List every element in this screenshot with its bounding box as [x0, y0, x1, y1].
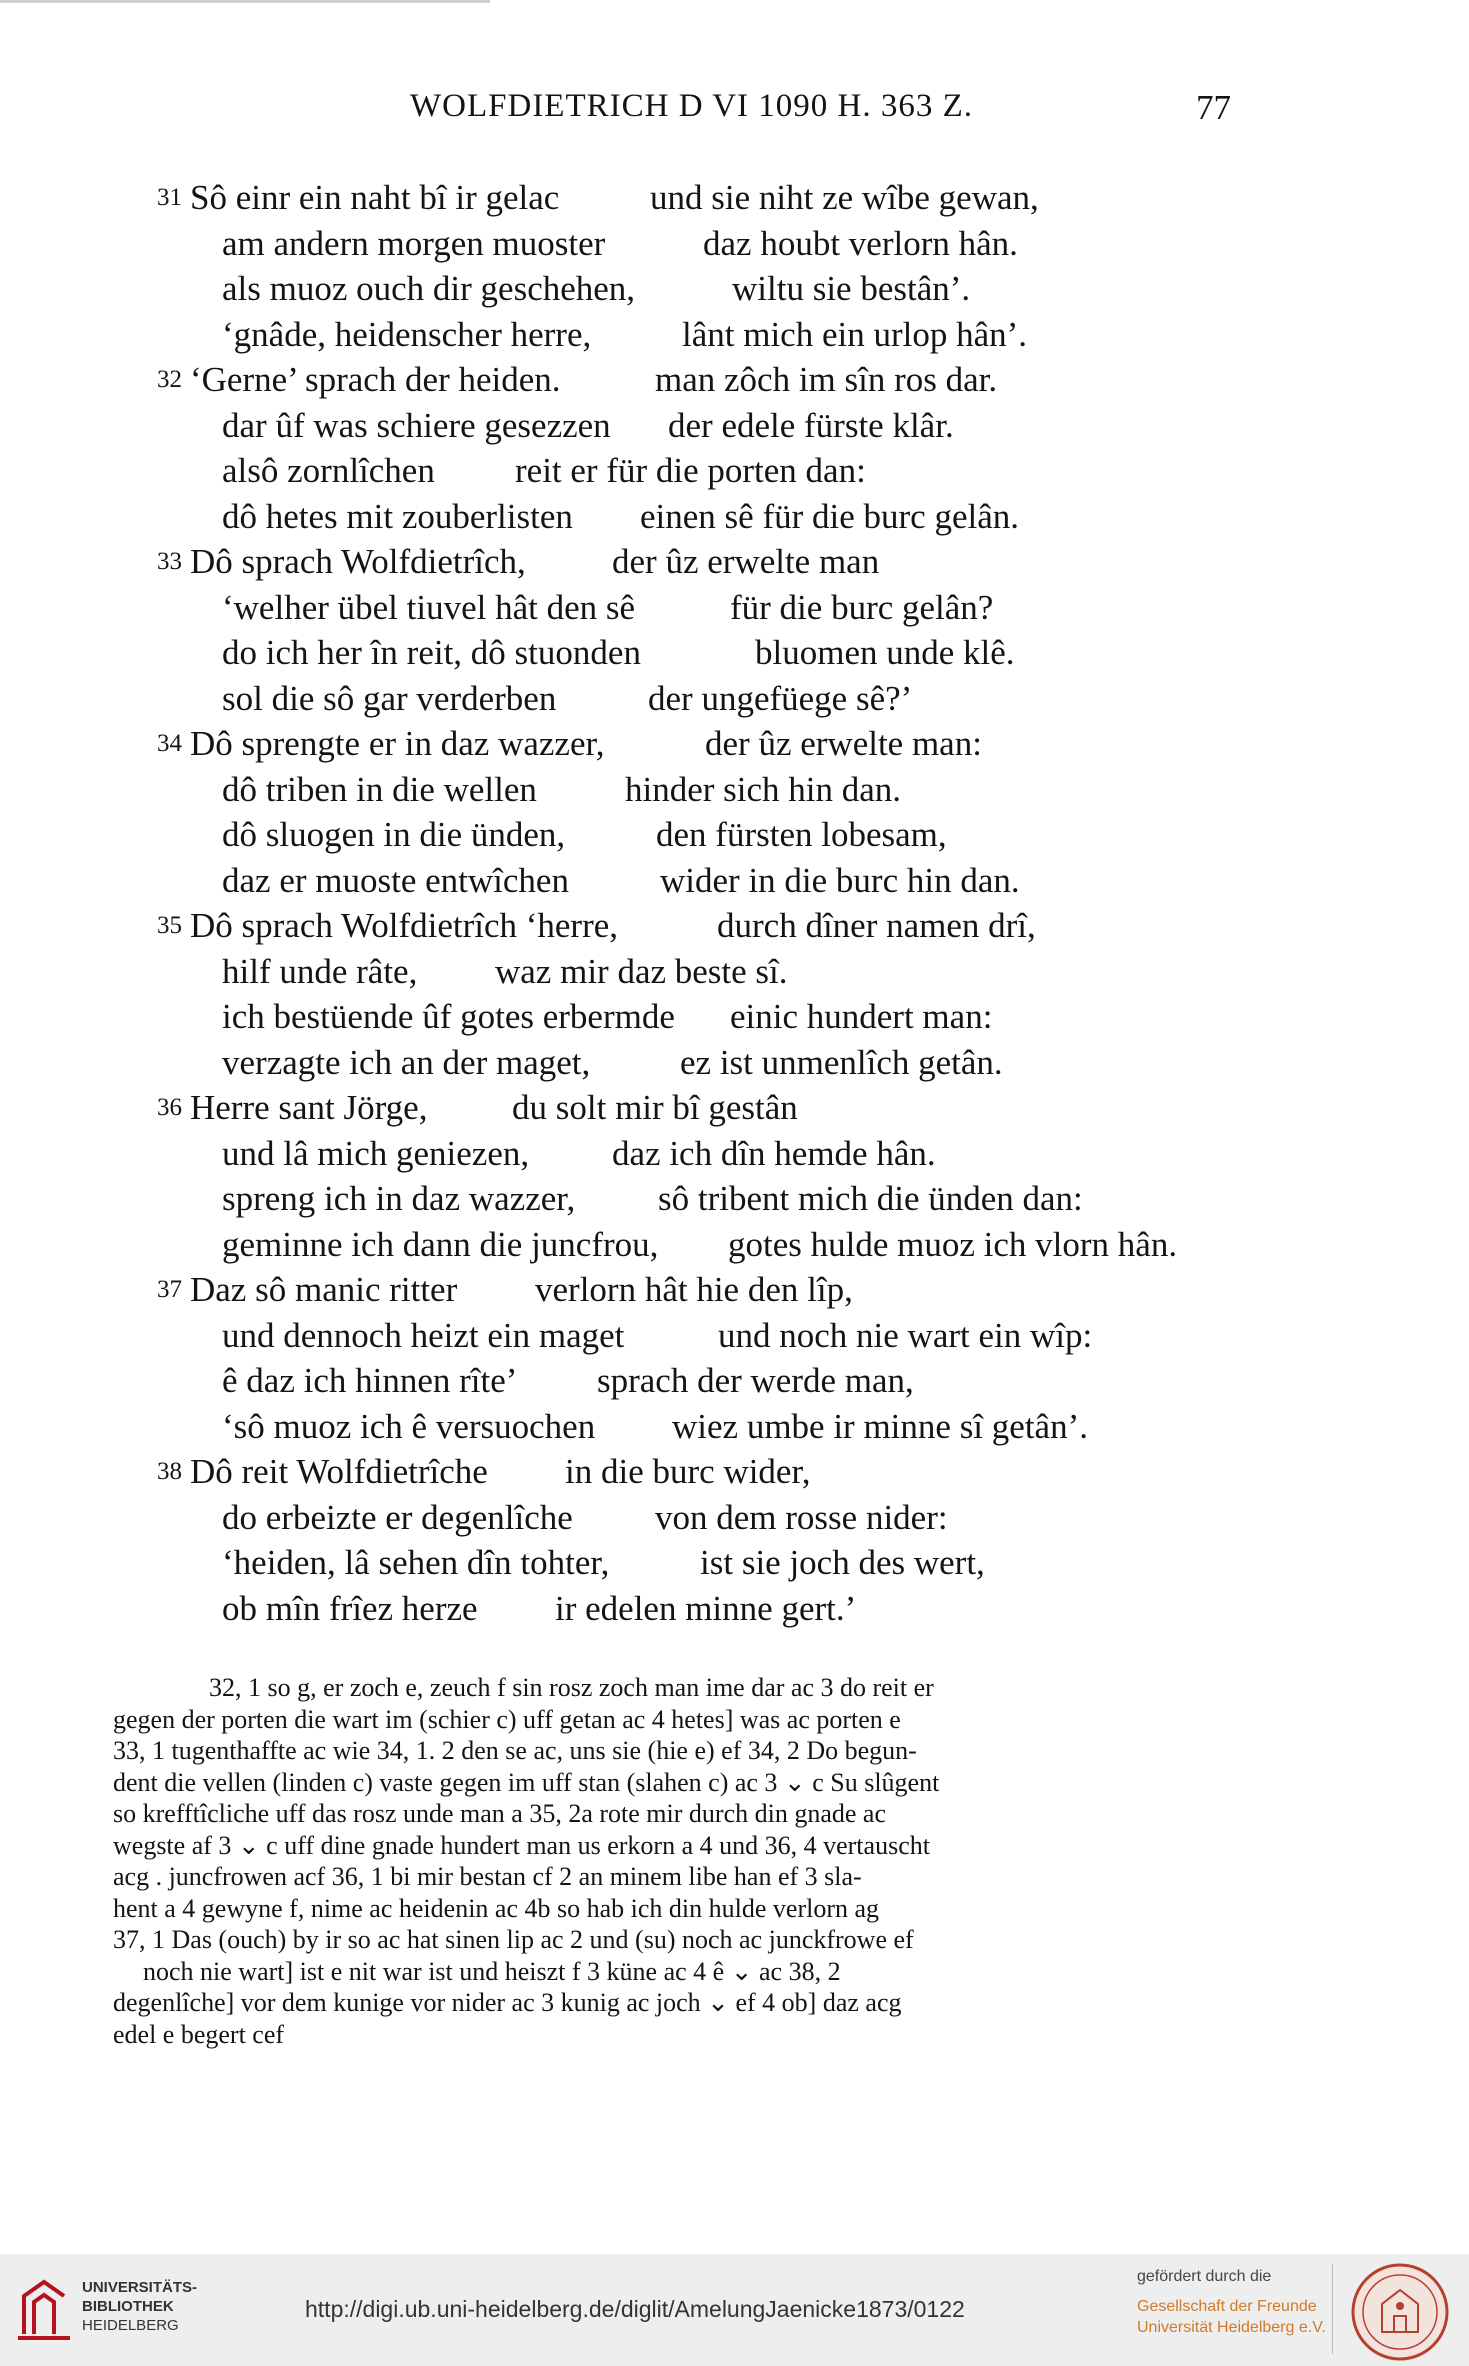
verse-line — [0, 266, 1469, 312]
verse-first-half: ob mîn frîez herze — [222, 1588, 478, 1628]
verse-second-half: hinder sich hin dan. — [625, 769, 902, 809]
verse-first-half: ‘welher übel tiuvel hât den sê — [222, 587, 636, 627]
verse-line — [0, 1404, 1469, 1450]
sponsor-name-line: Universität Heidelberg e.V. — [1137, 2319, 1326, 2336]
apparatus-line: wegste af 3 ⌄ c uff dine gnade hundert man us erkorn a 4 und 36, 4 vertauscht — [113, 1830, 930, 1860]
verse-second-half: von dem rosse nider: — [655, 1497, 948, 1537]
verse-second-half: sprach der werde man, — [597, 1361, 914, 1400]
verse-second-half: der ûz erwelte man: — [705, 724, 982, 763]
verse-second-half: wider in die burc hin dan. — [660, 860, 1020, 900]
verse-first-half: dar ûf was schiere gesezzen — [222, 405, 611, 445]
verse-line — [0, 448, 1469, 494]
sponsor-label: gefördert durch die — [1137, 2268, 1272, 2285]
verse-first-half: ‘sô muoz ich ê versuochen — [222, 1406, 596, 1446]
verse-second-half: in die burc wider, — [565, 1452, 811, 1491]
verse-first-half: sol die sô gar verderben — [222, 678, 557, 718]
apparatus-line: acg . juncfrowen acf 36, 1 bi mir bestan cf 2 an minem libe han ef 3 sla- — [113, 1862, 862, 1891]
running-title: WOLFDIETRICH D VI 1090 H. 363 Z. — [410, 88, 974, 124]
verse-first-half: Dô sprach Wolfdietrîch ‘herre, — [190, 906, 619, 945]
apparatus-line: so krefftîcliche uff das rosz unde man a 35, 2a rote mir durch din gnade ac — [113, 1799, 886, 1828]
apparatus-line: 37, 1 Das (ouch) by ir so ac hat sinen lip ac 2 und (su) noch ac junckfrowe ef — [113, 1925, 914, 1954]
critical-apparatus — [113, 1672, 1223, 2050]
verse-second-half: der ungefüege sê?’ — [648, 678, 913, 718]
verse-first-half: Daz sô manic ritter — [190, 1270, 458, 1309]
library-name-line: HEIDELBERG — [82, 2317, 179, 2334]
verse-line — [0, 721, 1469, 767]
verse-line — [0, 1540, 1469, 1586]
verse-first-half: ‘Gerne’ sprach der heiden. — [190, 360, 561, 399]
apparatus-line: dent die vellen (linden c) vaste gegen im uff stan (slahen c) ac 3 ⌄ c Su slûgent — [113, 1767, 940, 1797]
verse-second-half: ist sie joch des wert, — [700, 1543, 985, 1582]
verse-second-half: und sie niht ze wîbe gewan, — [650, 178, 1039, 217]
verse-first-half: als muoz ouch dir geschehen, — [222, 269, 636, 308]
verse-second-half: man zôch im sîn ros dar. — [655, 360, 998, 399]
verse-line — [0, 1586, 1469, 1632]
sponsor-name-line: Gesellschaft der Freunde — [1137, 2298, 1317, 2315]
verse-line — [0, 1085, 1469, 1131]
verse-first-half: verzagte ich an der maget, — [222, 1042, 591, 1082]
verse-second-half: wiltu sie bestân’. — [732, 269, 971, 308]
verse-line — [0, 312, 1469, 358]
verse-first-half: ê daz ich hinnen rîte’ — [222, 1361, 518, 1400]
apparatus-line: 33, 1 tugenthaffte ac wie 34, 1. 2 den se ac, uns sie (hie e) ef 34, 2 Do begun- — [113, 1736, 917, 1765]
verse-first-half: dô sluogen in die ünden, — [222, 815, 566, 854]
verse-second-half: ir edelen minne gert.’ — [555, 1588, 857, 1628]
verse-second-half: durch dîner namen drî, — [717, 906, 1036, 945]
apparatus-line: 32, 1 so g, er zoch e, zeuch f sin rosz zoch man ime dar ac 3 do reit er — [209, 1673, 934, 1702]
verse-line — [0, 1267, 1469, 1313]
library-logo-icon — [14, 2274, 74, 2344]
verse-first-half: Herre sant Jörge, — [190, 1088, 428, 1127]
stanza-number: 32 — [157, 366, 182, 393]
stanza-number: 38 — [157, 1458, 182, 1485]
stanza-number: 34 — [157, 730, 182, 757]
verse-line — [0, 1495, 1469, 1541]
stanza-number: 37 — [157, 1276, 182, 1303]
verse-first-half: daz er muoste entwîchen — [222, 860, 569, 900]
verse-first-half: Dô sprach Wolfdietrîch, — [190, 542, 526, 581]
verse-first-half: do erbeizte er degenlîche — [222, 1497, 573, 1537]
verse-line — [0, 1222, 1469, 1268]
apparatus-line: degenlîche] vor dem kunige vor nider ac 3 kunig ac joch ⌄ ef 4 ob] daz acg — [113, 1988, 902, 2017]
verse-second-half: waz mir daz beste sî. — [495, 951, 788, 991]
library-name — [82, 2278, 197, 2335]
verse-first-half: ich bestüende ûf gotes erbermde — [222, 997, 675, 1036]
verse-second-half: wiez umbe ir minne sî getân’. — [672, 1406, 1088, 1446]
verse-second-half: reit er für die porten dan: — [515, 451, 866, 490]
verse-first-half: Sô einr ein naht bî ir gelac — [190, 178, 560, 217]
verse-second-half: für die burc gelân? — [730, 587, 994, 627]
verse-first-half: geminne ich dann die juncfrou, — [222, 1224, 659, 1264]
verse-second-half: einen sê für die burc gelân. — [640, 496, 1020, 536]
verse-line — [0, 903, 1469, 949]
verse-first-half: dô hetes mit zouberlisten — [222, 496, 573, 536]
verse-line — [0, 539, 1469, 585]
verse-first-half: hilf unde râte, — [222, 951, 418, 991]
verse-line — [0, 767, 1469, 813]
stanza-number: 35 — [157, 912, 182, 939]
verse-first-half: ‘gnâde, heidenscher herre, — [222, 314, 592, 354]
verse-second-half: daz ich dîn hemde hân. — [612, 1133, 936, 1173]
verse-line — [0, 1176, 1469, 1222]
library-name-line: UNIVERSITÄTS- — [82, 2279, 198, 2296]
verse-line — [0, 676, 1469, 722]
footer-bar — [0, 2254, 1469, 2366]
verse-first-half: ‘heiden, lâ sehen dîn tohter, — [222, 1543, 610, 1582]
stanza-number: 36 — [157, 1094, 182, 1121]
apparatus-line: edel e begert cef — [113, 2019, 285, 2049]
sponsor-divider — [1332, 2264, 1333, 2354]
verse-line — [0, 585, 1469, 631]
verse-line — [0, 812, 1469, 858]
verse-second-half: gotes hulde muoz ich vlorn hân. — [728, 1224, 1178, 1264]
verse-second-half: verlorn hât hie den lîp, — [535, 1270, 853, 1309]
verse-line — [0, 403, 1469, 449]
verse-second-half: und noch nie wart ein wîp: — [718, 1315, 1093, 1355]
verse-line — [0, 175, 1469, 221]
verse-second-half: den fürsten lobesam, — [656, 815, 947, 854]
verse-first-half: und lâ mich geniezen, — [222, 1133, 530, 1173]
verse-line — [0, 858, 1469, 904]
verse-second-half: einic hundert man: — [730, 997, 993, 1036]
seal-icon — [1350, 2262, 1450, 2362]
verse-second-half: sô tribent mich die ünden dan: — [658, 1179, 1083, 1218]
verse-first-half: alsô zornlîchen — [222, 451, 435, 490]
verse-first-half: do ich her în reit, dô stuonden — [222, 633, 641, 672]
page-header — [0, 88, 1469, 128]
verse-line — [0, 1449, 1469, 1495]
apparatus-line: gegen der porten die wart im (schier c) uff getan ac 4 hetes] was ac porten e — [113, 1704, 901, 1734]
stanza-number: 31 — [157, 184, 182, 211]
verse-second-half: der edele fürste klâr. — [668, 405, 954, 445]
top-rule — [0, 0, 490, 3]
verse-second-half: der ûz erwelte man — [612, 542, 880, 581]
verse-first-half: am andern morgen muoster — [222, 223, 606, 263]
verse-second-half: du solt mir bî gestân — [512, 1088, 798, 1127]
verse-first-half: dô triben in die wellen — [222, 769, 537, 809]
verse-text — [0, 175, 1469, 1631]
verse-second-half: daz houbt verlorn hân. — [703, 223, 1018, 263]
verse-second-half: lânt mich ein urlop hân’. — [682, 314, 1028, 354]
verse-first-half: spreng ich in daz wazzer, — [222, 1179, 576, 1218]
verse-first-half: Dô sprengte er in daz wazzer, — [190, 724, 605, 763]
stanza-number: 33 — [157, 548, 182, 575]
verse-line — [0, 1313, 1469, 1359]
verse-line — [0, 221, 1469, 267]
apparatus-line: hent a 4 gewyne f, nime ac heidenin ac 4b so hab ich din hulde verlorn ag — [113, 1893, 880, 1923]
verse-line — [0, 1358, 1469, 1404]
verse-line — [0, 994, 1469, 1040]
verse-second-half: bluomen unde klê. — [755, 633, 1015, 672]
verse-line — [0, 1131, 1469, 1177]
verse-line — [0, 949, 1469, 995]
verse-line — [0, 630, 1469, 676]
verse-first-half: Dô reit Wolfdietrîche — [190, 1452, 488, 1491]
verse-first-half: und dennoch heizt ein maget — [222, 1315, 625, 1355]
verse-line — [0, 357, 1469, 403]
page-number: 77 — [1196, 88, 1231, 127]
verse-line — [0, 1040, 1469, 1086]
verse-second-half: ez ist unmenlîch getân. — [680, 1042, 1003, 1082]
sponsor-name — [1137, 2296, 1326, 2338]
apparatus-line: noch nie wart] ist e nit war ist und heiszt f 3 küne ac 4 ê ⌄ ac 38, 2 — [143, 1956, 841, 1986]
verse-line — [0, 494, 1469, 540]
permalink-url[interactable]: http://digi.ub.uni-heidelberg.de/diglit/AmelungJaenicke1873/0122 — [305, 2296, 965, 2322]
library-name-line: BIBLIOTHEK — [82, 2298, 174, 2315]
